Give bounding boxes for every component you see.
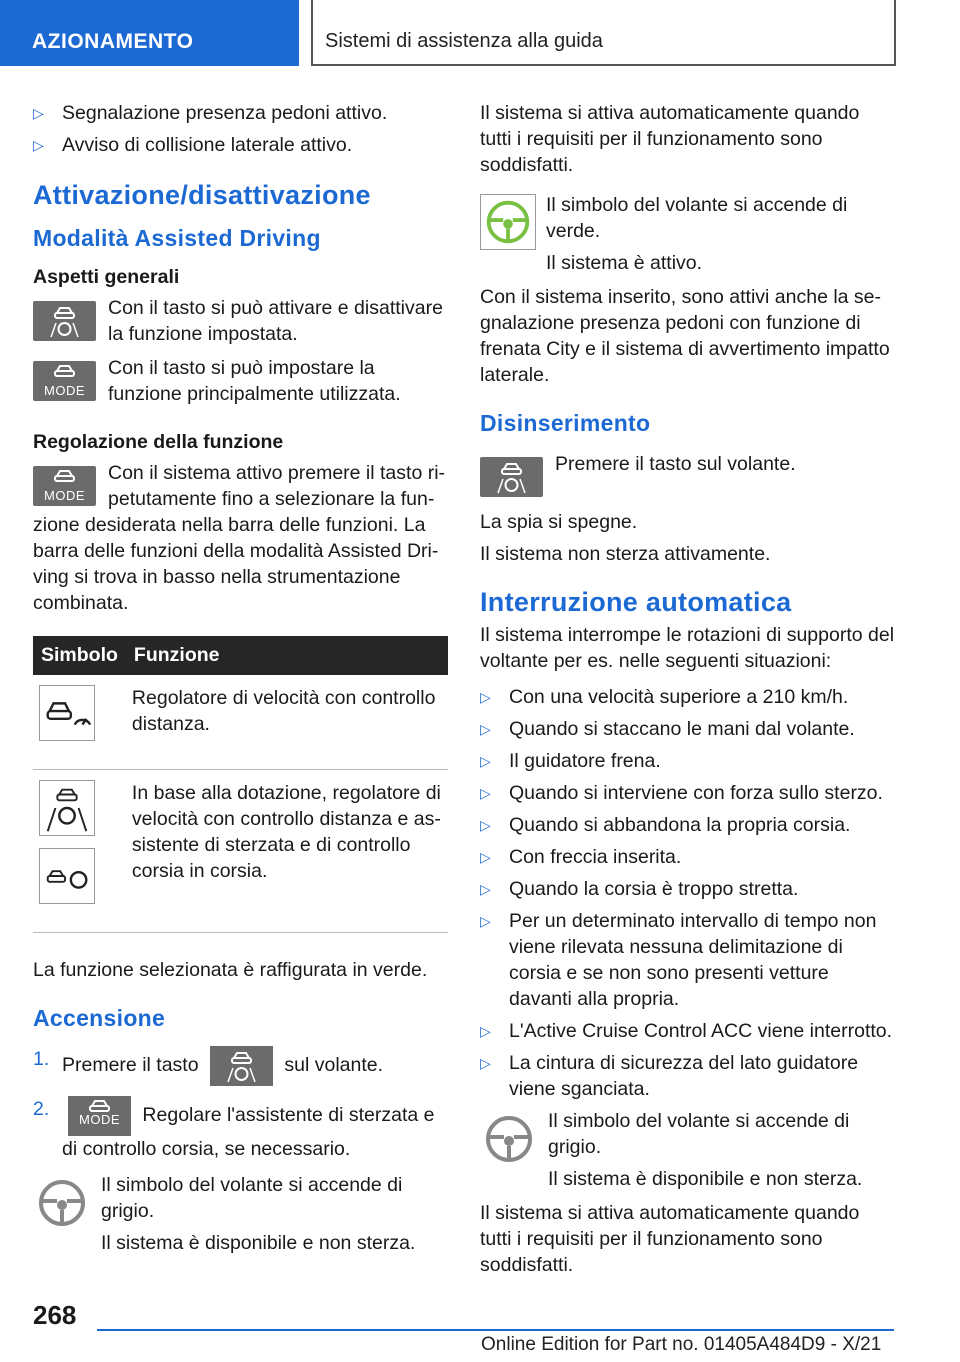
mode-button-icon: MODE (68, 1096, 131, 1136)
edition-text: Online Edition for Part no. 01405A484D9 - X/21 (481, 1334, 882, 1355)
triangle-bullet-icon: ▷ (33, 105, 44, 121)
steering-wheel-green-icon (480, 194, 536, 250)
section-tab: AZIONAMENTO (0, 0, 299, 66)
auto-on-text: Il sistema si attiva automaticamente quando tutti i requisiti per il funzionamento sono soddisfatti. (480, 102, 860, 176)
interrupt-intro: Il sistema interrompe le rotazioni di supporto del voltante per es. nelle seguenti situazioni: (480, 624, 895, 672)
assist-button-icon (210, 1046, 273, 1086)
footer-divider (97, 1329, 894, 1331)
triangle-bullet-icon: ▷ (33, 137, 44, 153)
mode-button-icon: MODE (33, 466, 96, 506)
off-text-2: Il sistema non sterza attivamente. (480, 543, 771, 565)
triangle-bullet-icon: ▷ (480, 849, 491, 865)
steps-list (33, 1046, 448, 1162)
heading-general: Aspetti generali (33, 266, 180, 288)
list-item: ▷ Per un determinato intervallo di tempo non viene rilevata nessuna delimitazione di corsia e se non sono presenti vetture davanti alla propria. (480, 910, 877, 1010)
triangle-bullet-icon: ▷ (480, 817, 491, 833)
table-row: In base alla dotazione, regolatore di velocità con controllo distanza e assistente di sterzata e di controllo corsia in corsia. (33, 770, 448, 933)
heading-regulation: Regolazione della funzione (33, 431, 284, 453)
triangle-bullet-icon: ▷ (480, 913, 491, 929)
list-item: ▷ Quando si staccano le mani dal volante. (480, 718, 855, 740)
heading-interrupt: Interruzione automatica (480, 587, 792, 617)
list-item: ▷ La cintura di sicurezza del lato guidatore viene sganciata. (480, 1052, 859, 1100)
page-number: 268 (33, 1300, 77, 1330)
list-item: ▷ Con freccia inserita. (480, 846, 682, 868)
list-item: 2. MODE Regolare l'assistente di sterzata e di controllo corsia, se necessario. (33, 1098, 435, 1160)
assist-button-icon (33, 301, 96, 341)
off-text-1: La spia si spegne. (480, 511, 638, 533)
chapter-title: Sistemi di assistenza alla guida (311, 0, 896, 66)
selected-note: La funzione selezionata è raffigurata in verde. (33, 959, 428, 981)
regulation-para: MODE Con il sistema attivo premere il tasto ripetutamente fino a selezionare la funzione desiderata nella barra delle funzioni. La barra delle funzioni della modalità Assisted Driving si trova in basso nella strumentazione combinata. (33, 462, 446, 614)
list-item: ▷ Il guidatore frena. (480, 750, 661, 772)
auto-on-text-2: Il sistema si attiva automaticamente quando tutti i requisiti per il funzionamento sono soddisfatti. (480, 1202, 860, 1276)
triangle-bullet-icon: ▷ (480, 785, 491, 801)
list-item: ▷ Avviso di collisione laterale attivo. (33, 134, 353, 156)
general-para-2: MODE Con il tasto si può impostare la funzione principalmente utilizzata. (33, 355, 448, 407)
interrupt-list (480, 684, 895, 1102)
list-item: ▷ Quando la corsia è troppo stretta. (480, 878, 799, 900)
list-item: ▷ L'Active Cruise Control ACC viene interrotto. (480, 1020, 893, 1042)
table-row: Regolatore di velocità con controllo distanza. (33, 675, 448, 770)
cruise-control-icon (39, 685, 95, 741)
left-column (33, 100, 448, 1264)
steering-assist-icon (39, 780, 95, 836)
right-column (480, 100, 895, 1278)
off-para: Premere il tasto sul volante. (480, 451, 895, 501)
steering-wheel-grey-icon (480, 1110, 538, 1168)
lane-assist-icon (39, 848, 95, 904)
inserted-text: Con il sistema inserito, sono attivi anche la segnalazione presenza pedoni con funzione di frenata City e il sistema di avvertimento impatto laterale. (480, 286, 890, 386)
grey-status-para-right: Il simbolo del volante si accende di grigio. Il sistema è disponibile e non sterza. (480, 1108, 895, 1192)
green-status-para: Il simbolo del volante si accende di verde. Il sistema è attivo. (480, 192, 895, 276)
table-header-function: Funzione (126, 636, 448, 675)
triangle-bullet-icon: ▷ (480, 881, 491, 897)
heading-off: Disinserimento (480, 410, 651, 436)
mode-button-icon: MODE (33, 361, 96, 401)
steering-wheel-grey-icon (33, 1174, 91, 1232)
triangle-bullet-icon: ▷ (480, 721, 491, 737)
list-item: ▷ Quando si interviene con forza sullo sterzo. (480, 782, 883, 804)
table-header-symbol: Simbolo (33, 636, 126, 675)
heading-assisted-driving: Modalità Assisted Driving (33, 225, 321, 251)
heading-activation: Attivazione/disattivazione (33, 180, 371, 210)
list-item: ▷ Quando si abbandona la propria corsia. (480, 814, 851, 836)
function-table (33, 636, 448, 933)
list-item: 1. Premere il tasto sul volante. (33, 1046, 448, 1086)
heading-on: Accensione (33, 1005, 166, 1031)
triangle-bullet-icon: ▷ (480, 689, 491, 705)
triangle-bullet-icon: ▷ (480, 1055, 491, 1071)
triangle-bullet-icon: ▷ (480, 753, 491, 769)
feature-list (33, 100, 448, 158)
grey-status-para: Il simbolo del volante si accende di grigio. Il sistema è disponibile e non sterza. (33, 1172, 448, 1256)
assist-button-icon (480, 457, 543, 497)
list-item: ▷ Con una velocità superiore a 210 km/h. (480, 686, 849, 708)
triangle-bullet-icon: ▷ (480, 1023, 491, 1039)
general-para-1: Con il tasto si può attivare e disattivare la funzione impostata. (33, 295, 448, 347)
list-item: ▷ Segnalazione presenza pedoni attivo. (33, 102, 388, 124)
